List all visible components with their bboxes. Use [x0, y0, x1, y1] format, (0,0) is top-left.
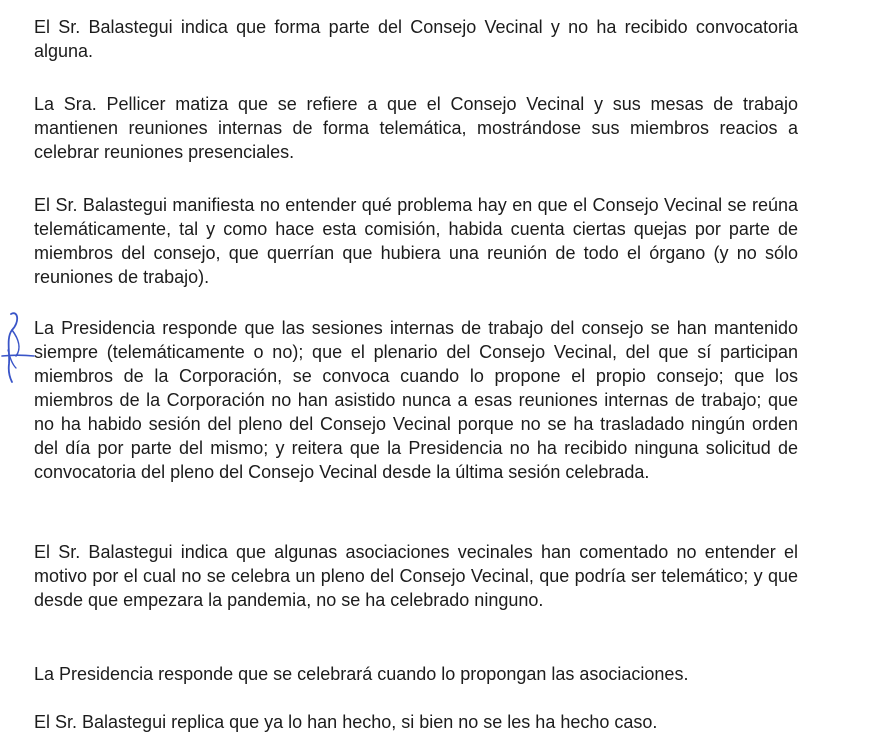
paragraph: El Sr. Balastegui indica que forma parte del Consejo Vecinal y no ha recibido convocatoria alguna. — [34, 17, 798, 61]
paragraph: El Sr. Balastegui replica que ya lo han hecho, si bien no se les ha hecho caso. — [34, 712, 658, 732]
paragraph: La Sra. Pellicer matiza que se refiere a que el Consejo Vecinal y sus mesas de trabajo mantienen reuniones internas de forma telemática, mostrándose sus miembros reacios a celebrar reuniones presenciales. — [34, 94, 798, 162]
paragraph: La Presidencia responde que se celebrará cuando lo propongan las asociaciones. — [34, 664, 689, 684]
paragraph: La Presidencia responde que las sesiones internas de trabajo del consejo se han mantenido siempre (telemáticamente o no); que el plenario del Consejo Vecinal, del que sí participan miembros de la Corporación, se convoca cuando lo propone el propio consejo; que los miembros de la Corporación no han asistido nunca a esas reuniones internas de trabajo; que no ha habido sesión del pleno del Consejo Vecinal porque no se ha trasladado ningún orden del día por parte del mismo; y reitera que la Presidencia no ha recibido ninguna solicitud de convocatoria del pleno del Consejo Vecinal desde la última sesión celebrada. — [34, 318, 798, 482]
paragraph: El Sr. Balastegui indica que algunas asociaciones vecinales han comentado no entender el motivo por el cual no se celebra un pleno del Consejo Vecinal, que podría ser telemático; y que desde que empezara la pandemia, no se ha celebrado ninguno. — [34, 542, 798, 610]
paragraph: El Sr. Balastegui manifiesta no entender qué problema hay en que el Consejo Vecinal se reúna telemáticamente, tal y como hace esta comisión, habida cuenta ciertas quejas por parte de miembros del consejo, que querrían que hubiera una reunión de todo el órgano (y no sólo reuniones de trabajo). — [34, 195, 798, 287]
handwritten-margin-mark — [0, 308, 36, 388]
